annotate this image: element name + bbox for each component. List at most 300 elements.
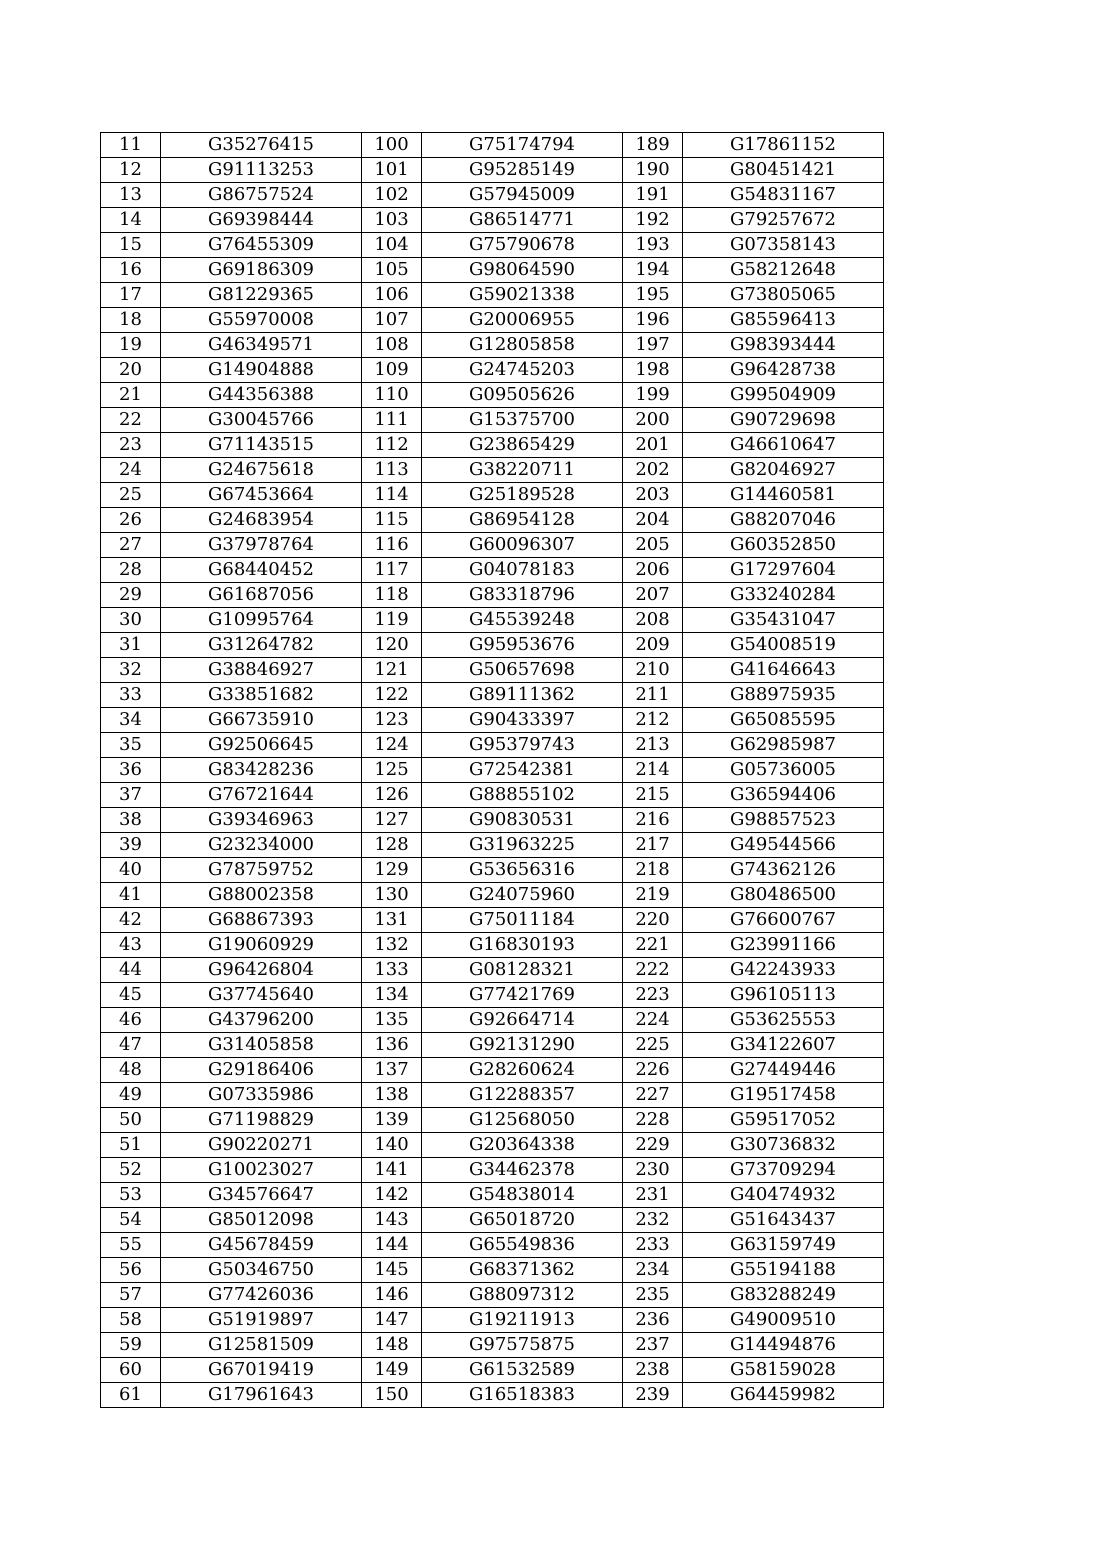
row-number-cell: 60	[101, 1358, 161, 1383]
row-number-cell: 189	[623, 133, 683, 158]
row-number-cell: 196	[623, 308, 683, 333]
row-number-cell: 107	[362, 308, 422, 333]
code-cell: G55194188	[683, 1258, 884, 1283]
code-cell: G17961643	[161, 1383, 362, 1408]
row-number-cell: 116	[362, 533, 422, 558]
code-cell: G61532589	[422, 1358, 623, 1383]
row-number-cell: 24	[101, 458, 161, 483]
code-cell: G34462378	[422, 1158, 623, 1183]
code-cell: G75011184	[422, 908, 623, 933]
code-cell: G24075960	[422, 883, 623, 908]
row-number-cell: 101	[362, 158, 422, 183]
row-number-cell: 44	[101, 958, 161, 983]
code-cell: G31264782	[161, 633, 362, 658]
code-cell: G95953676	[422, 633, 623, 658]
code-cell: G58159028	[683, 1358, 884, 1383]
code-cell: G42243933	[683, 958, 884, 983]
row-number-cell: 234	[623, 1258, 683, 1283]
row-number-cell: 48	[101, 1058, 161, 1083]
code-cell: G54008519	[683, 633, 884, 658]
code-cell: G95379743	[422, 733, 623, 758]
code-cell: G53625553	[683, 1008, 884, 1033]
row-number-cell: 148	[362, 1333, 422, 1358]
table-row	[101, 1258, 884, 1283]
code-cell: G66735910	[161, 708, 362, 733]
code-cell: G20364338	[422, 1133, 623, 1158]
code-cell: G49009510	[683, 1308, 884, 1333]
table-row	[101, 508, 884, 533]
table-row	[101, 1133, 884, 1158]
row-number-cell: 112	[362, 433, 422, 458]
code-cell: G45678459	[161, 1233, 362, 1258]
row-number-cell: 35	[101, 733, 161, 758]
row-number-cell: 15	[101, 233, 161, 258]
code-cell: G69186309	[161, 258, 362, 283]
code-cell: G51919897	[161, 1308, 362, 1333]
code-cell: G79257672	[683, 208, 884, 233]
row-number-cell: 238	[623, 1358, 683, 1383]
code-cell: G38220711	[422, 458, 623, 483]
table-row	[101, 1083, 884, 1108]
code-cell: G73709294	[683, 1158, 884, 1183]
code-cell: G37745640	[161, 983, 362, 1008]
row-number-cell: 39	[101, 833, 161, 858]
row-number-cell: 17	[101, 283, 161, 308]
code-cell: G64459982	[683, 1383, 884, 1408]
code-cell: G60096307	[422, 533, 623, 558]
code-cell: G86757524	[161, 183, 362, 208]
row-number-cell: 137	[362, 1058, 422, 1083]
code-cell: G19517458	[683, 1083, 884, 1108]
code-cell: G83428236	[161, 758, 362, 783]
code-cell: G80486500	[683, 883, 884, 908]
table-row	[101, 1358, 884, 1383]
table-row	[101, 658, 884, 683]
code-cell: G43796200	[161, 1008, 362, 1033]
row-number-cell: 114	[362, 483, 422, 508]
row-number-cell: 213	[623, 733, 683, 758]
code-cell: G67453664	[161, 483, 362, 508]
row-number-cell: 21	[101, 383, 161, 408]
row-number-cell: 204	[623, 508, 683, 533]
code-cell: G75174794	[422, 133, 623, 158]
row-number-cell: 133	[362, 958, 422, 983]
code-cell: G76600767	[683, 908, 884, 933]
code-cell: G90220271	[161, 1133, 362, 1158]
row-number-cell: 29	[101, 583, 161, 608]
row-number-cell: 125	[362, 758, 422, 783]
row-number-cell: 136	[362, 1033, 422, 1058]
row-number-cell: 199	[623, 383, 683, 408]
row-number-cell: 192	[623, 208, 683, 233]
row-number-cell: 121	[362, 658, 422, 683]
code-cell: G12288357	[422, 1083, 623, 1108]
code-cell: G91113253	[161, 158, 362, 183]
code-cell: G24675618	[161, 458, 362, 483]
code-cell: G68371362	[422, 1258, 623, 1283]
code-cell: G92664714	[422, 1008, 623, 1033]
row-number-cell: 197	[623, 333, 683, 358]
code-cell: G46349571	[161, 333, 362, 358]
code-cell: G73805065	[683, 283, 884, 308]
table-row	[101, 483, 884, 508]
table-row	[101, 958, 884, 983]
code-cell: G50657698	[422, 658, 623, 683]
code-cell: G58212648	[683, 258, 884, 283]
code-cell: G69398444	[161, 208, 362, 233]
code-cell: G88975935	[683, 683, 884, 708]
row-number-cell: 207	[623, 583, 683, 608]
row-number-cell: 146	[362, 1283, 422, 1308]
code-cell: G86954128	[422, 508, 623, 533]
code-cell: G65085595	[683, 708, 884, 733]
table-row	[101, 683, 884, 708]
code-cell: G12581509	[161, 1333, 362, 1358]
code-cell: G33240284	[683, 583, 884, 608]
row-number-cell: 216	[623, 808, 683, 833]
code-cell: G41646643	[683, 658, 884, 683]
row-number-cell: 106	[362, 283, 422, 308]
row-number-cell: 100	[362, 133, 422, 158]
code-cell: G86514771	[422, 208, 623, 233]
table-row	[101, 183, 884, 208]
code-cell: G25189528	[422, 483, 623, 508]
row-number-cell: 218	[623, 858, 683, 883]
row-number-cell: 32	[101, 658, 161, 683]
row-number-cell: 47	[101, 1033, 161, 1058]
code-cell: G36594406	[683, 783, 884, 808]
code-cell: G29186406	[161, 1058, 362, 1083]
row-number-cell: 230	[623, 1158, 683, 1183]
table-row	[101, 283, 884, 308]
table-row	[101, 433, 884, 458]
code-cell: G98393444	[683, 333, 884, 358]
table-row	[101, 533, 884, 558]
code-cell: G35431047	[683, 608, 884, 633]
code-cell: G17297604	[683, 558, 884, 583]
code-cell: G96105113	[683, 983, 884, 1008]
row-number-cell: 236	[623, 1308, 683, 1333]
code-cell: G34122607	[683, 1033, 884, 1058]
table-row	[101, 1008, 884, 1033]
code-cell: G19211913	[422, 1308, 623, 1333]
code-cell: G98064590	[422, 258, 623, 283]
table-row	[101, 733, 884, 758]
table-row	[101, 1058, 884, 1083]
row-number-cell: 31	[101, 633, 161, 658]
row-number-cell: 226	[623, 1058, 683, 1083]
code-cell: G04078183	[422, 558, 623, 583]
code-cell: G33851682	[161, 683, 362, 708]
code-cell: G30045766	[161, 408, 362, 433]
table-row	[101, 758, 884, 783]
row-number-cell: 229	[623, 1133, 683, 1158]
row-number-cell: 231	[623, 1183, 683, 1208]
code-cell: G38846927	[161, 658, 362, 683]
table-row	[101, 1333, 884, 1358]
row-number-cell: 11	[101, 133, 161, 158]
code-cell: G24745203	[422, 358, 623, 383]
code-cell: G81229365	[161, 283, 362, 308]
table-row	[101, 233, 884, 258]
table-row	[101, 358, 884, 383]
table-row	[101, 783, 884, 808]
row-number-cell: 51	[101, 1133, 161, 1158]
code-cell: G72542381	[422, 758, 623, 783]
table-row	[101, 933, 884, 958]
row-number-cell: 36	[101, 758, 161, 783]
row-number-cell: 122	[362, 683, 422, 708]
row-number-cell: 190	[623, 158, 683, 183]
row-number-cell: 235	[623, 1283, 683, 1308]
code-cell: G16830193	[422, 933, 623, 958]
code-cell: G34576647	[161, 1183, 362, 1208]
row-number-cell: 37	[101, 783, 161, 808]
table-row	[101, 1383, 884, 1408]
code-cell: G88097312	[422, 1283, 623, 1308]
code-cell: G92131290	[422, 1033, 623, 1058]
row-number-cell: 138	[362, 1083, 422, 1108]
row-number-cell: 117	[362, 558, 422, 583]
row-number-cell: 12	[101, 158, 161, 183]
row-number-cell: 23	[101, 433, 161, 458]
row-number-cell: 232	[623, 1208, 683, 1233]
row-number-cell: 27	[101, 533, 161, 558]
row-number-cell: 45	[101, 983, 161, 1008]
table-row	[101, 1108, 884, 1133]
table-row	[101, 983, 884, 1008]
row-number-cell: 135	[362, 1008, 422, 1033]
row-number-cell: 220	[623, 908, 683, 933]
table-row	[101, 808, 884, 833]
code-cell: G77421769	[422, 983, 623, 1008]
row-number-cell: 58	[101, 1308, 161, 1333]
row-number-cell: 43	[101, 933, 161, 958]
code-cell: G96426804	[161, 958, 362, 983]
row-number-cell: 26	[101, 508, 161, 533]
row-number-cell: 57	[101, 1283, 161, 1308]
code-cell: G95285149	[422, 158, 623, 183]
row-number-cell: 139	[362, 1108, 422, 1133]
table-row	[101, 883, 884, 908]
row-number-cell: 19	[101, 333, 161, 358]
code-cell: G15375700	[422, 408, 623, 433]
row-number-cell: 102	[362, 183, 422, 208]
code-cell: G96428738	[683, 358, 884, 383]
code-cell: G83318796	[422, 583, 623, 608]
row-number-cell: 130	[362, 883, 422, 908]
table-row	[101, 833, 884, 858]
code-cell: G07358143	[683, 233, 884, 258]
row-number-cell: 28	[101, 558, 161, 583]
row-number-cell: 119	[362, 608, 422, 633]
table-row	[101, 333, 884, 358]
row-number-cell: 124	[362, 733, 422, 758]
code-cell: G12805858	[422, 333, 623, 358]
code-cell: G68440452	[161, 558, 362, 583]
code-cell: G40474932	[683, 1183, 884, 1208]
row-number-cell: 150	[362, 1383, 422, 1408]
code-cell: G68867393	[161, 908, 362, 933]
code-cell: G05736005	[683, 758, 884, 783]
code-cell: G59517052	[683, 1108, 884, 1133]
code-cell: G97575875	[422, 1333, 623, 1358]
table-row	[101, 208, 884, 233]
code-cell: G23234000	[161, 833, 362, 858]
row-number-cell: 16	[101, 258, 161, 283]
row-number-cell: 215	[623, 783, 683, 808]
row-number-cell: 233	[623, 1233, 683, 1258]
row-number-cell: 46	[101, 1008, 161, 1033]
row-number-cell: 140	[362, 1133, 422, 1158]
row-number-cell: 49	[101, 1083, 161, 1108]
code-cell: G71198829	[161, 1108, 362, 1133]
code-cell: G28260624	[422, 1058, 623, 1083]
table-row	[101, 1233, 884, 1258]
table-row	[101, 1283, 884, 1308]
table-row	[101, 133, 884, 158]
code-cell: G31405858	[161, 1033, 362, 1058]
row-number-cell: 108	[362, 333, 422, 358]
code-cell: G54838014	[422, 1183, 623, 1208]
row-number-cell: 20	[101, 358, 161, 383]
code-cell: G55970008	[161, 308, 362, 333]
code-cell: G54831167	[683, 183, 884, 208]
row-number-cell: 109	[362, 358, 422, 383]
code-cell: G19060929	[161, 933, 362, 958]
row-number-cell: 55	[101, 1233, 161, 1258]
row-number-cell: 142	[362, 1183, 422, 1208]
table-row	[101, 1183, 884, 1208]
code-cell: G50346750	[161, 1258, 362, 1283]
row-number-cell: 239	[623, 1383, 683, 1408]
table-row	[101, 308, 884, 333]
code-cell: G74362126	[683, 858, 884, 883]
table-row	[101, 908, 884, 933]
code-cell: G99504909	[683, 383, 884, 408]
row-number-cell: 149	[362, 1358, 422, 1383]
row-number-cell: 111	[362, 408, 422, 433]
code-cell: G75790678	[422, 233, 623, 258]
row-number-cell: 14	[101, 208, 161, 233]
row-number-cell: 18	[101, 308, 161, 333]
code-cell: G90830531	[422, 808, 623, 833]
code-cell: G98857523	[683, 808, 884, 833]
row-number-cell: 209	[623, 633, 683, 658]
row-number-cell: 193	[623, 233, 683, 258]
row-number-cell: 103	[362, 208, 422, 233]
row-number-cell: 50	[101, 1108, 161, 1133]
row-number-cell: 131	[362, 908, 422, 933]
row-number-cell: 210	[623, 658, 683, 683]
table-row	[101, 633, 884, 658]
code-cell: G35276415	[161, 133, 362, 158]
code-cell: G23991166	[683, 933, 884, 958]
code-cell: G53656316	[422, 858, 623, 883]
row-number-cell: 40	[101, 858, 161, 883]
code-cell: G20006955	[422, 308, 623, 333]
table-row	[101, 1208, 884, 1233]
row-number-cell: 104	[362, 233, 422, 258]
table-row	[101, 608, 884, 633]
row-number-cell: 219	[623, 883, 683, 908]
code-cell: G67019419	[161, 1358, 362, 1383]
code-cell: G89111362	[422, 683, 623, 708]
code-cell: G14460581	[683, 483, 884, 508]
code-cell: G09505626	[422, 383, 623, 408]
row-number-cell: 56	[101, 1258, 161, 1283]
row-number-cell: 194	[623, 258, 683, 283]
row-number-cell: 34	[101, 708, 161, 733]
code-cell: G16518383	[422, 1383, 623, 1408]
code-cell: G88855102	[422, 783, 623, 808]
code-cell: G62985987	[683, 733, 884, 758]
code-cell: G82046927	[683, 458, 884, 483]
row-number-cell: 227	[623, 1083, 683, 1108]
code-cell: G57945009	[422, 183, 623, 208]
row-number-cell: 208	[623, 608, 683, 633]
row-number-cell: 237	[623, 1333, 683, 1358]
row-number-cell: 221	[623, 933, 683, 958]
row-number-cell: 54	[101, 1208, 161, 1233]
row-number-cell: 41	[101, 883, 161, 908]
row-number-cell: 201	[623, 433, 683, 458]
row-number-cell: 128	[362, 833, 422, 858]
code-cell: G88002358	[161, 883, 362, 908]
row-number-cell: 225	[623, 1033, 683, 1058]
row-number-cell: 147	[362, 1308, 422, 1333]
code-cell: G08128321	[422, 958, 623, 983]
table-row	[101, 1033, 884, 1058]
code-cell: G14904888	[161, 358, 362, 383]
row-number-cell: 120	[362, 633, 422, 658]
row-number-cell: 132	[362, 933, 422, 958]
code-cell: G78759752	[161, 858, 362, 883]
row-number-cell: 200	[623, 408, 683, 433]
row-number-cell: 127	[362, 808, 422, 833]
row-number-cell: 214	[623, 758, 683, 783]
code-cell: G92506645	[161, 733, 362, 758]
code-cell: G85012098	[161, 1208, 362, 1233]
table-row	[101, 458, 884, 483]
row-number-cell: 144	[362, 1233, 422, 1258]
code-cell: G14494876	[683, 1333, 884, 1358]
row-number-cell: 228	[623, 1108, 683, 1133]
id-list-table	[100, 132, 884, 1408]
row-number-cell: 206	[623, 558, 683, 583]
code-cell: G23865429	[422, 433, 623, 458]
code-cell: G39346963	[161, 808, 362, 833]
code-cell: G46610647	[683, 433, 884, 458]
code-cell: G10023027	[161, 1158, 362, 1183]
code-cell: G90729698	[683, 408, 884, 433]
code-cell: G80451421	[683, 158, 884, 183]
code-cell: G24683954	[161, 508, 362, 533]
row-number-cell: 212	[623, 708, 683, 733]
code-cell: G63159749	[683, 1233, 884, 1258]
code-cell: G45539248	[422, 608, 623, 633]
table-row	[101, 158, 884, 183]
code-cell: G37978764	[161, 533, 362, 558]
code-cell: G60352850	[683, 533, 884, 558]
row-number-cell: 61	[101, 1383, 161, 1408]
code-cell: G76721644	[161, 783, 362, 808]
row-number-cell: 198	[623, 358, 683, 383]
row-number-cell: 224	[623, 1008, 683, 1033]
table-row	[101, 1158, 884, 1183]
row-number-cell: 195	[623, 283, 683, 308]
table-row	[101, 583, 884, 608]
